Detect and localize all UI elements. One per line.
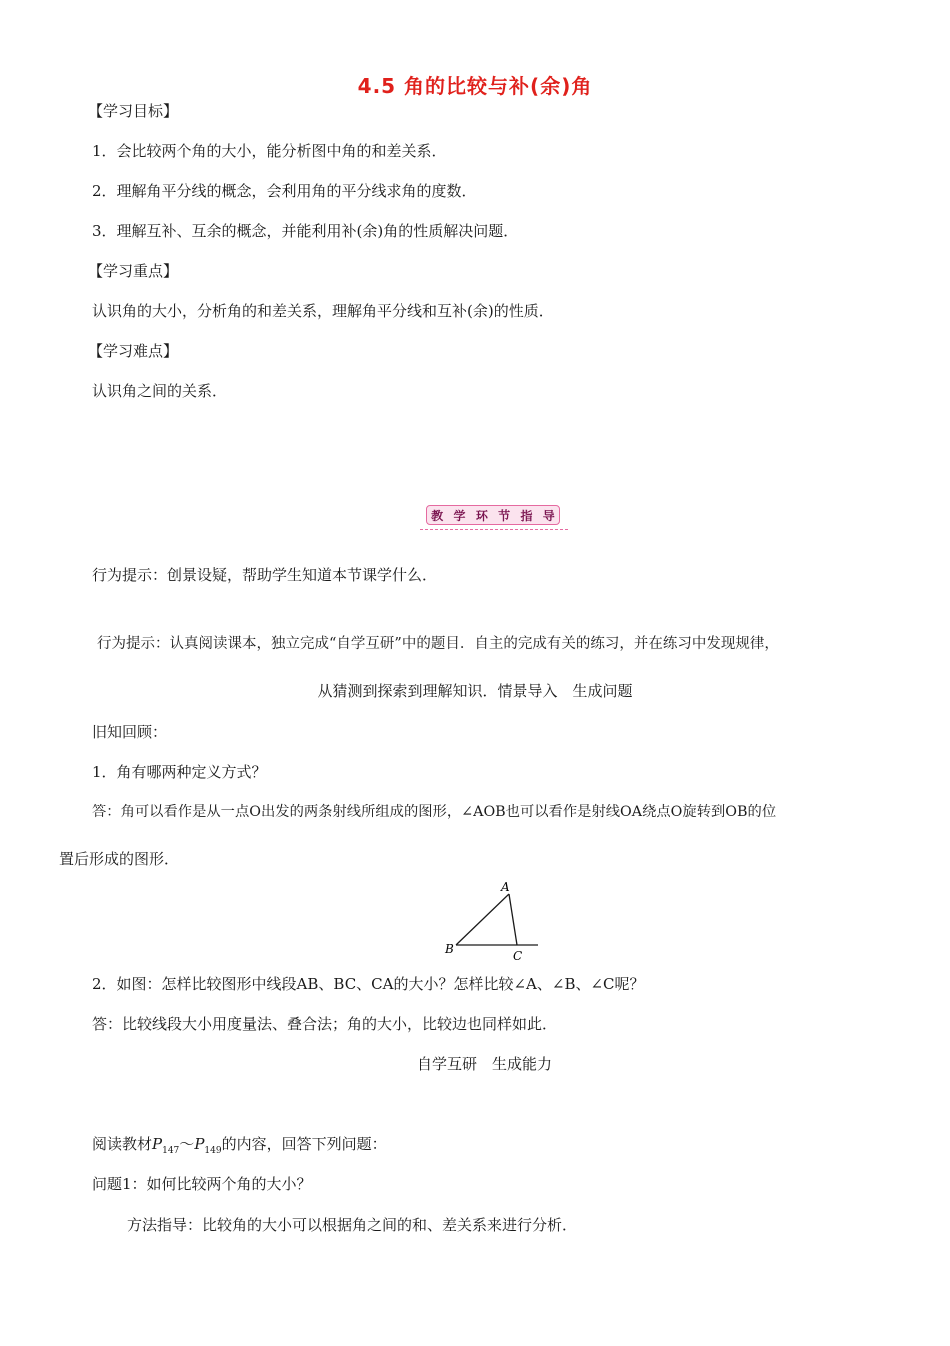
review-question-1: 1．角有哪两种定义方式？ (92, 763, 267, 781)
key-points-text: 认识角的大小，分析角的和差关系，理解角平分线和互补(余)的性质． (92, 302, 554, 320)
reading-suffix: 的内容，回答下列问题： (221, 1135, 387, 1153)
review-answer-2: 答：比较线段大小用度量法、叠合法；角的大小，比较边也同样如此． (92, 1015, 558, 1033)
review-answer-1: 答：角可以看作是从一点O出发的两条射线所组成的图形，∠AOB也可以看作是射线OA绕点O旋转到OB的位 (92, 804, 777, 820)
review-answer-1-cont: 置后形成的图形． (59, 850, 180, 868)
behavior-hint-2: 行为提示：认真阅读课本，独立完成“自学互研”中的题目．自主的完成有关的练习，并在练习中发现规律， (97, 636, 779, 652)
reading-instruction (92, 1134, 387, 1161)
label-b: B (445, 942, 454, 956)
key-points-heading: 【学习重点】 (88, 262, 179, 280)
objectives-heading: 【学习目标】 (88, 102, 179, 120)
page-start: 147 (162, 1146, 180, 1156)
review-question-2: 2．如图：怎样比较图形中线段AB、BC、CA的大小？怎样比较∠A、∠B、∠C呢？ (92, 975, 645, 993)
objective-item: 1．会比较两个角的大小，能分析图中角的和差关系． (92, 142, 447, 160)
section-heading-self-study: 自学互研 生成能力 (417, 1055, 553, 1073)
difficulties-heading: 【学习难点】 (88, 342, 179, 360)
teaching-guide-banner (420, 505, 568, 529)
difficulties-text: 认识角之间的关系． (92, 382, 228, 400)
question-1: 问题1：如何比较两个角的大小？ (92, 1175, 312, 1193)
label-a: A (501, 880, 510, 894)
page-symbol: P (194, 1135, 205, 1153)
triangle-figure (440, 878, 550, 968)
banner-char: 节 (498, 508, 511, 523)
reading-prefix: 阅读教材 (92, 1135, 153, 1153)
page-title: 4.5 角的比较与补(余)角 (357, 74, 593, 98)
page-symbol: P (152, 1135, 163, 1153)
method-guidance: 方法指导：比较角的大小可以根据角之间的和、差关系来进行分析． (127, 1216, 578, 1234)
objective-item: 3．理解互补、互余的概念，并能利用补(余)角的性质解决问题． (92, 222, 519, 240)
objective-item: 2．理解角平分线的概念，会利用角的平分线求角的度数． (92, 182, 477, 200)
behavior-hint-1: 行为提示：创景设疑，帮助学生知道本节课学什么． (92, 566, 438, 584)
banner-char: 指 (520, 508, 533, 523)
segment-ab (456, 894, 509, 945)
banner-char: 学 (453, 508, 466, 523)
banner-char: 导 (542, 508, 555, 523)
review-heading: 旧知回顾： (92, 723, 168, 741)
banner-char: 教 (431, 508, 444, 523)
label-c: C (513, 949, 523, 963)
segment-ac (509, 894, 517, 945)
banner-char: 环 (475, 508, 488, 523)
page-end: 149 (204, 1146, 222, 1156)
section-heading-intro: 从猜测到探索到理解知识．情景导入 生成问题 (317, 682, 633, 700)
tilde: ～ (179, 1135, 195, 1153)
